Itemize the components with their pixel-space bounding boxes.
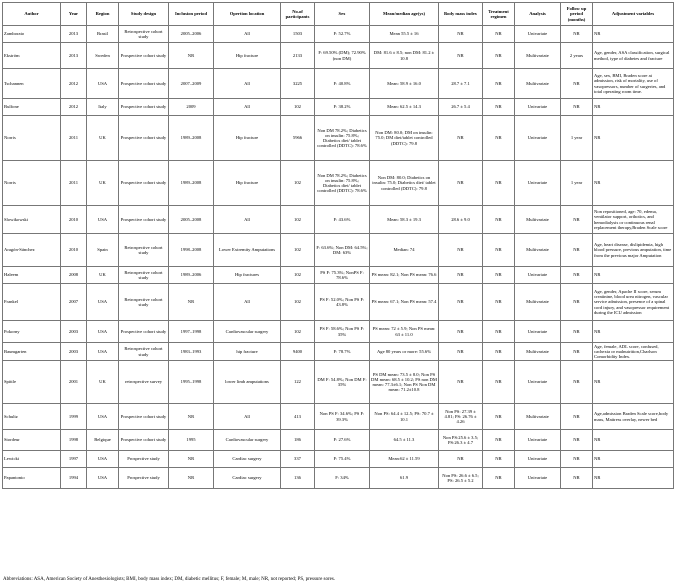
table-cell: PS F: 75.3%; NonPS F: 78.6% xyxy=(315,267,370,284)
table-cell: Univariate xyxy=(515,451,561,468)
table-cell: Tschannen xyxy=(3,69,61,99)
table-cell: NR xyxy=(439,267,483,284)
header-row xyxy=(3,3,674,26)
table-cell: 2012 xyxy=(61,99,87,116)
table-cell: 186 xyxy=(281,430,315,451)
table-cell: NR xyxy=(593,321,674,343)
table-cell: Non DM: 80.0; DM on insulin: 75.0; DM diet/tablet controlled (DDTC): 79.8 xyxy=(370,116,439,161)
table-cell: 2003 xyxy=(61,343,87,361)
table-cell: Multivariate xyxy=(515,343,561,361)
table-cell: 2010 xyxy=(61,234,87,267)
table-cell: Pokorny xyxy=(3,321,61,343)
table-cell: NR xyxy=(561,284,593,321)
table-cell: DM: 81.6 ± 8.5; non DM: 81.2 ± 10.8 xyxy=(370,43,439,69)
table-cell: NR xyxy=(593,451,674,468)
table-cell: NR xyxy=(483,116,515,161)
table-cell: NR xyxy=(439,451,483,468)
study-characteristics-table xyxy=(2,2,674,489)
column-header: Author xyxy=(3,3,61,26)
table-cell: USA xyxy=(87,284,119,321)
table-cell: NR xyxy=(593,26,674,43)
table-body xyxy=(3,26,674,489)
table-cell: Prospective cohort study xyxy=(119,321,169,343)
table-cell: Univariate xyxy=(515,468,561,489)
table-cell: Frankel xyxy=(3,284,61,321)
table-cell: 2001 xyxy=(61,361,87,404)
table-cell: F: 34% xyxy=(315,468,370,489)
table-cell: 2 years xyxy=(561,43,593,69)
table-cell: NR xyxy=(561,430,593,451)
table-row xyxy=(3,206,674,234)
table-cell: DM F: 54.8%; Non DM F: 35% xyxy=(315,361,370,404)
table-cell: 1989–2008 xyxy=(169,161,214,206)
table-cell: F: 38.2% xyxy=(315,99,370,116)
table-cell: All xyxy=(214,284,281,321)
table-cell: 9400 xyxy=(281,343,315,361)
table-cell: 1997–1998 xyxy=(169,321,214,343)
table-cell: Prospective cohort study xyxy=(119,69,169,99)
table-cell: Haleem xyxy=(3,267,61,284)
table-cell: USA xyxy=(87,206,119,234)
table-cell: NR xyxy=(593,468,674,489)
table-cell: NR xyxy=(483,161,515,206)
table-row xyxy=(3,26,674,43)
table-row xyxy=(3,116,674,161)
table-row xyxy=(3,468,674,489)
table-cell: NR xyxy=(439,43,483,69)
table-cell: 2012 xyxy=(61,69,87,99)
table-cell: Norris xyxy=(3,161,61,206)
table-cell: Mean: 62.5 ± 14.3 xyxy=(370,99,439,116)
table-cell: lower limb amputations xyxy=(214,361,281,404)
table-cell: Mean:62 ± 11.59 xyxy=(370,451,439,468)
table-cell: Univariate xyxy=(515,26,561,43)
table-cell: Prospective study xyxy=(119,451,169,468)
table-cell: 2005–2008 xyxy=(169,206,214,234)
table-cell: 2005–2006 xyxy=(169,26,214,43)
table-cell: F: 69.50% (DM); 72.90% (non DM) xyxy=(315,43,370,69)
table-cell: Age, gender, ASA classification, surgical method, type of diabetes and fracture xyxy=(593,43,674,69)
table-cell: USA xyxy=(87,343,119,361)
table-cell: F: 43.6% xyxy=(315,206,370,234)
table-cell: Multivariate xyxy=(515,43,561,69)
table-row xyxy=(3,343,674,361)
table-cell: NR xyxy=(483,343,515,361)
table-cell: 2013 xyxy=(61,43,87,69)
table-cell: Age 80 years or more: 55.6% xyxy=(370,343,439,361)
table-row xyxy=(3,430,674,451)
table-cell: Mean 55.5 ± 16 xyxy=(370,26,439,43)
table-cell: NR xyxy=(439,26,483,43)
table-cell: 28.6 ± 9.0 xyxy=(439,206,483,234)
table-cell: hip fracture xyxy=(214,343,281,361)
table-cell: Cardiovascular surgery xyxy=(214,321,281,343)
table-cell: 5966 xyxy=(281,116,315,161)
table-cell: 102 xyxy=(281,206,315,234)
table-cell: Aragón-Sánchez xyxy=(3,234,61,267)
table-cell: NR xyxy=(593,161,674,206)
table-cell: NR xyxy=(483,321,515,343)
table-cell: NR xyxy=(561,267,593,284)
table-cell: Slowikowski xyxy=(3,206,61,234)
table-cell: NR xyxy=(561,234,593,267)
table-cell: Age, gender, Apache II score, serum creatinine, blood urea nitrogen, vascular service admission, presence of a spinal cord injury, and vasopressor requirement during the ICU admission xyxy=(593,284,674,321)
table-row xyxy=(3,99,674,116)
column-header: Region xyxy=(87,3,119,26)
table-row xyxy=(3,321,674,343)
table-cell: NR xyxy=(169,43,214,69)
table-cell: Belgique xyxy=(87,430,119,451)
table-cell: Non DM: 80.0; Diabetics on insulin: 75.0; Diabetics diet/ tablet controlled (DDTC): 79.8 xyxy=(370,161,439,206)
table-row xyxy=(3,267,674,284)
table-cell: Non DM 78.2%; Diabetics on insulin: 75.8%; Diabetics diet/ tablet controlled (DDTC): 78.6% xyxy=(315,116,370,161)
table-cell: 1989–2008 xyxy=(169,116,214,161)
table-cell: NR xyxy=(561,451,593,468)
table-cell: 1995–1998 xyxy=(169,361,214,404)
column-header: Opertion location xyxy=(214,3,281,26)
table-cell: Median: 74 xyxy=(370,234,439,267)
table-cell: Norris xyxy=(3,116,61,161)
table-cell: Retrospective cohort study xyxy=(119,234,169,267)
table-cell: USA xyxy=(87,69,119,99)
table-cell: 102 xyxy=(281,99,315,116)
table-cell: UK xyxy=(87,361,119,404)
table-cell: Cardiac surgery xyxy=(214,468,281,489)
table-cell: Retrospective cohort study xyxy=(119,284,169,321)
table-cell: 102 xyxy=(281,284,315,321)
table-cell: Hip fracture xyxy=(214,161,281,206)
table-row xyxy=(3,69,674,99)
table-cell: USA xyxy=(87,468,119,489)
table-cell: 102 xyxy=(281,321,315,343)
table-cell: NR xyxy=(561,99,593,116)
table-cell: NR xyxy=(169,404,214,430)
table-cell: Bulfone xyxy=(3,99,61,116)
table-cell: Univariate xyxy=(515,321,561,343)
table-row xyxy=(3,284,674,321)
table-cell: NR xyxy=(439,321,483,343)
table-cell: Univariate xyxy=(515,361,561,404)
table-cell: NR xyxy=(483,404,515,430)
table-cell: NR xyxy=(561,26,593,43)
table-cell: 1983–1993 xyxy=(169,343,214,361)
table-cell: Multivariate xyxy=(515,69,561,99)
column-header: Sex xyxy=(315,3,370,26)
table-cell: NR xyxy=(483,206,515,234)
table-cell: F: 52.7% xyxy=(315,26,370,43)
table-cell: 1997 xyxy=(61,451,87,468)
table-cell: UK xyxy=(87,267,119,284)
table-cell: NR xyxy=(483,451,515,468)
table-cell: NR xyxy=(169,284,214,321)
table-cell: NR xyxy=(439,161,483,206)
table-cell: NR xyxy=(561,468,593,489)
table-cell: F: 78.7% xyxy=(315,343,370,361)
table-cell: Spittle xyxy=(3,361,61,404)
table-cell: Spain xyxy=(87,234,119,267)
table-cell: Univariate xyxy=(515,267,561,284)
table-cell: Non PS:25.6 ± 3.5; PS:26.3 ± 4.7 xyxy=(439,430,483,451)
column-header: Body mass index xyxy=(439,3,483,26)
table-cell: 2011 xyxy=(61,161,87,206)
table-cell: NR xyxy=(483,234,515,267)
table-cell: NR xyxy=(561,361,593,404)
table-row xyxy=(3,451,674,468)
table-cell: NR xyxy=(593,267,674,284)
table-cell: 1998 xyxy=(61,430,87,451)
table-cell: 2133 xyxy=(281,43,315,69)
table-cell: Age, heart disease, dislipidemia, high blood pressure, previous amputation, time from the previous major Amputation xyxy=(593,234,674,267)
table-cell: PS mean: 82.1; Non PS mean: 76.6 xyxy=(370,267,439,284)
table-cell: NR xyxy=(439,361,483,404)
table-cell: NR xyxy=(483,430,515,451)
table-cell: NR xyxy=(561,343,593,361)
table-cell: 413 xyxy=(281,404,315,430)
table-cell: PS F: 52.0%; Non PS F: 43.8% xyxy=(315,284,370,321)
table-cell: PS mean: 72 ± 5.9; Non PS mean: 63 ± 11.0 xyxy=(370,321,439,343)
table-cell: Retrospective cohort study xyxy=(119,26,169,43)
table-cell: 64.5 ± 11.3 xyxy=(370,430,439,451)
table-cell: NR xyxy=(483,284,515,321)
table-cell: Prospective cohort study xyxy=(119,404,169,430)
table-cell: Cardiac surgery xyxy=(214,451,281,468)
table-cell: Schultz xyxy=(3,404,61,430)
table-cell: All xyxy=(214,99,281,116)
column-header: Follow up period (months) xyxy=(561,3,593,26)
table-cell: 1995 xyxy=(169,430,214,451)
column-header: Analysis xyxy=(515,3,561,26)
table-cell: 1998–2008 xyxy=(169,234,214,267)
table-cell: Age, female, ADL score, confused, cachexia or malnutrition,Charlson Comorbidity Index. xyxy=(593,343,674,361)
table-cell: NR xyxy=(593,116,674,161)
table-cell: NR xyxy=(561,206,593,234)
table-cell: 2008 xyxy=(61,267,87,284)
table-cell: NR xyxy=(483,361,515,404)
table-cell: 2007 xyxy=(61,284,87,321)
table-cell: Prospective cohort study xyxy=(119,116,169,161)
table-cell: F: 27.6% xyxy=(315,430,370,451)
table-cell: Prospective cohort study xyxy=(119,99,169,116)
table-cell: Non PS: 64.4 ± 12.5; PS: 70.7 ± 10.1 xyxy=(370,404,439,430)
table-cell: Age,admission Braden Scale score,body mass, Mattress overlay, newer bed xyxy=(593,404,674,430)
table-cell: Mean: 58.9 ± 16.0 xyxy=(370,69,439,99)
table-cell: PS mean: 67.1; Non PS mean: 57.4 xyxy=(370,284,439,321)
table-row xyxy=(3,161,674,206)
table-cell: NR xyxy=(439,284,483,321)
table-cell: 3225 xyxy=(281,69,315,99)
table-cell: All xyxy=(214,69,281,99)
table-cell: Lewicki xyxy=(3,451,61,468)
table-cell: 2013 xyxy=(61,26,87,43)
table-cell: 1999 xyxy=(61,404,87,430)
table-cell: Prospective cohort study xyxy=(119,43,169,69)
table-cell: Papantonio xyxy=(3,468,61,489)
table-cell: Non PS F: 34.6%; PS F: 39.3% xyxy=(315,404,370,430)
table-cell: PS F: 58.6%; Non PS F: 35% xyxy=(315,321,370,343)
table-cell: 102 xyxy=(281,267,315,284)
table-row xyxy=(3,43,674,69)
table-cell: Univariate xyxy=(515,161,561,206)
table-cell: Univariate xyxy=(515,116,561,161)
table-row xyxy=(3,361,674,404)
table-cell: Hip fracture xyxy=(214,116,281,161)
table-cell: NR xyxy=(169,451,214,468)
table-cell: 2011 xyxy=(61,116,87,161)
table-cell: 1 year xyxy=(561,161,593,206)
table-cell: NR xyxy=(561,69,593,99)
table-cell: Zamborato xyxy=(3,26,61,43)
table-cell: Sweden xyxy=(87,43,119,69)
table-cell: Mean: 58.3 ± 19.3 xyxy=(370,206,439,234)
table-cell: Lower Extremity Amputations xyxy=(214,234,281,267)
table-cell: USA xyxy=(87,321,119,343)
table-cell: Italy xyxy=(87,99,119,116)
table-cell: NR xyxy=(483,69,515,99)
table-cell: NR xyxy=(439,343,483,361)
table-cell: 102 xyxy=(281,161,315,206)
table-cell: NR xyxy=(483,267,515,284)
table-cell: Prospective study xyxy=(119,468,169,489)
table-cell: NR xyxy=(439,234,483,267)
table-cell: All xyxy=(214,404,281,430)
table-cell: All xyxy=(214,26,281,43)
table-cell: Univariate xyxy=(515,99,561,116)
table-cell: Cardiovascular surgery xyxy=(214,430,281,451)
column-header: Year xyxy=(61,3,87,26)
table-cell: F: 63.6%; Non DM: 64.5%; DM: 63% xyxy=(315,234,370,267)
table-cell: UK xyxy=(87,161,119,206)
footnote: Abbreviations: ASA, American Society of Anesthesiologists; BMI, body mass index; DM, diabetic mellitus; F, female; M, male; NR, not reported; PS, pressure sores. xyxy=(3,577,336,582)
table-cell: NR xyxy=(483,468,515,489)
column-header: Treatment regimen xyxy=(483,3,515,26)
table-cell: Retrospective cohort study xyxy=(119,343,169,361)
table-cell: Multivariate xyxy=(515,234,561,267)
table-cell: 26.7 ± 5.4 xyxy=(439,99,483,116)
table-cell: USA xyxy=(87,451,119,468)
table-cell: Prospective cohort study xyxy=(119,206,169,234)
table-cell: 28.7 ± 7.1 xyxy=(439,69,483,99)
table-cell: NR xyxy=(439,116,483,161)
table-cell: All xyxy=(214,206,281,234)
table-cell: retrospective survey xyxy=(119,361,169,404)
table-cell: 102 xyxy=(281,234,315,267)
table-cell: 1989–2006 xyxy=(169,267,214,284)
table-cell: NR xyxy=(483,26,515,43)
table-cell: NR xyxy=(561,321,593,343)
column-header: No.of participants xyxy=(281,3,315,26)
table-cell: UK xyxy=(87,116,119,161)
table-cell: Univariate xyxy=(515,430,561,451)
table-cell: Non DM 78.2%; Diabetics on insulin: 75.8%; Diabetics diet/ tablet controlled (DDTC): 78.6% xyxy=(315,161,370,206)
table-row xyxy=(3,234,674,267)
table-cell: 2009 xyxy=(169,99,214,116)
table-cell: NR xyxy=(169,468,214,489)
table-cell: Stordeur xyxy=(3,430,61,451)
column-header: Adjustment variables xyxy=(593,3,674,26)
table-cell: 1994 xyxy=(61,468,87,489)
table-cell: Non PS: 27.39 ± 4.81; PS: 26.76 ± 4.26 xyxy=(439,404,483,430)
table-cell: F: 40.8% xyxy=(315,69,370,99)
table-cell: NR xyxy=(483,99,515,116)
table-cell: 337 xyxy=(281,451,315,468)
table-cell: Retrospective cohort study xyxy=(119,267,169,284)
table-cell: Prospective cohort study xyxy=(119,161,169,206)
table-cell: 2003 xyxy=(61,321,87,343)
table-cell: NR xyxy=(483,43,515,69)
table-cell: USA xyxy=(87,404,119,430)
table-cell: Non PS: 26.6 ± 6.5; PS: 26.5 ± 5.2 xyxy=(439,468,483,489)
table-cell: Multivariate xyxy=(515,404,561,430)
table-cell: 61.9 xyxy=(370,468,439,489)
table-cell: Non repositioned, age: 70, edema, ventilator support, orthotics, and hemodialysis or continuous renal replacement therapy,Braden Scale score xyxy=(593,206,674,234)
table-cell: 122 xyxy=(281,361,315,404)
table-cell: Brasil xyxy=(87,26,119,43)
table-cell: 1503 xyxy=(281,26,315,43)
column-header: Mean/median age(ys) xyxy=(370,3,439,26)
table-cell: 1 year xyxy=(561,116,593,161)
table-cell: NR xyxy=(593,361,674,404)
table-cell: 136 xyxy=(281,468,315,489)
table-cell: Multivariate xyxy=(515,284,561,321)
table-cell: Hip fractures xyxy=(214,267,281,284)
table-cell: Baumgarten xyxy=(3,343,61,361)
table-cell: Prospective cohort study xyxy=(119,430,169,451)
table-row xyxy=(3,404,674,430)
table-cell: 2010 xyxy=(61,206,87,234)
table-cell: NR xyxy=(561,404,593,430)
table-cell: 2007–2009 xyxy=(169,69,214,99)
table-cell: F: 75.4% xyxy=(315,451,370,468)
column-header: Study design xyxy=(119,3,169,26)
table-cell: NR xyxy=(593,99,674,116)
column-header: Inclusion period xyxy=(169,3,214,26)
table-cell: Age, sex, BMI, Braden score at admission, risk of mortality, use of vasopressors, number of surgeries, and total operating room time. xyxy=(593,69,674,99)
table-cell: NR xyxy=(593,430,674,451)
table-cell: PS DM mean: 73.5 ± 8.0; Non PS DM mean: 68.5 ± 10.2; PS non DM mean: 77.3±6.1; Non PS Non DM mean: 71.2±10.8 xyxy=(370,361,439,404)
table-cell: Multivariate xyxy=(515,206,561,234)
table-cell: Hip fracture xyxy=(214,43,281,69)
table-cell: Ekström xyxy=(3,43,61,69)
